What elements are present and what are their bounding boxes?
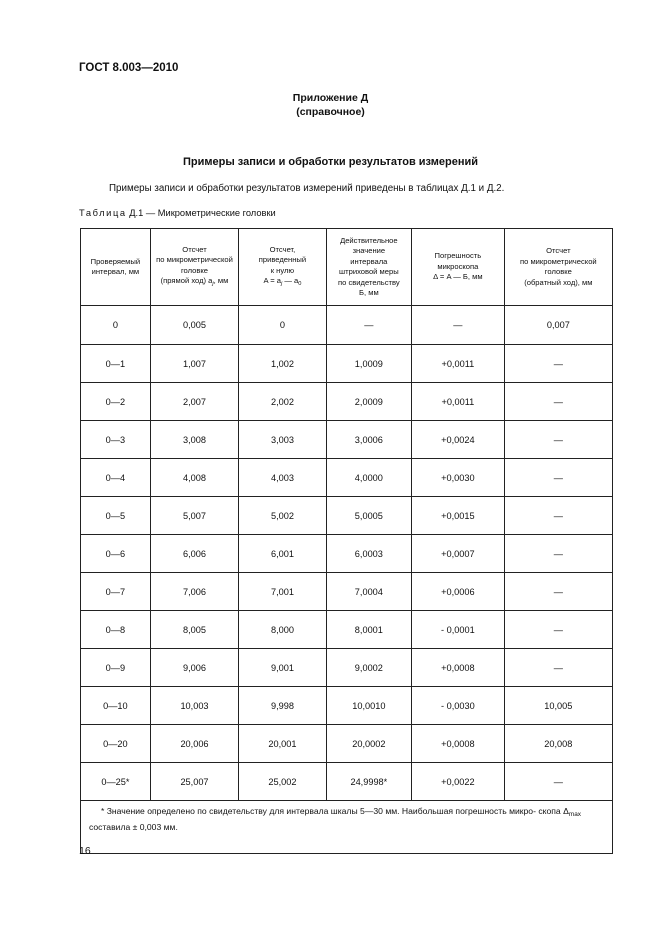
cell-actual: 20,0002 [326, 725, 411, 763]
cell-actual: 24,9998* [326, 763, 411, 801]
cell-direct: 20,006 [150, 725, 238, 763]
cell-actual: 2,0009 [326, 383, 411, 421]
cell-direct: 9,006 [150, 649, 238, 687]
header-reduced-sub-j: j [280, 281, 283, 287]
cell-reverse: — [504, 459, 612, 497]
cell-error: +0,0007 [412, 535, 505, 573]
cell-reverse: — [504, 345, 612, 383]
cell-reduced: 1,002 [239, 345, 326, 383]
cell-direct: 1,007 [150, 345, 238, 383]
cell-direct: 0,005 [150, 306, 238, 345]
header-actual-l3: интервала [350, 256, 388, 266]
header-error [412, 229, 505, 306]
footnote-row [81, 801, 613, 854]
cell-error: +0,0024 [412, 421, 505, 459]
cell-actual: — [326, 306, 411, 345]
cell-direct: 4,008 [150, 459, 238, 497]
intro-paragraph: Примеры записи и обработки результатов измерений приведены в таблицах Д.1 и Д.2. [109, 183, 505, 194]
measurement-table [80, 228, 613, 854]
cell-reduced: 4,003 [239, 459, 326, 497]
cell-actual: 10,0010 [326, 687, 411, 725]
table-row [81, 763, 613, 801]
standard-header: ГОСТ 8.003—2010 [79, 62, 179, 74]
header-direct-unit: , мм [213, 276, 229, 285]
cell-actual: 4,0000 [326, 459, 411, 497]
cell-actual: 9,0002 [326, 649, 411, 687]
table-caption [79, 208, 276, 218]
header-direct-l1: Отсчет [182, 244, 207, 254]
cell-interval: 0 [81, 306, 151, 345]
annex-title: Приложение Д [292, 92, 369, 104]
section-title: Примеры записи и обработки результатов измерений [182, 156, 478, 168]
cell-error: +0,0008 [412, 649, 505, 687]
cell-direct: 2,007 [150, 383, 238, 421]
table-row [81, 573, 613, 611]
cell-direct: 25,007 [150, 763, 238, 801]
cell-reduced: 0 [239, 306, 326, 345]
table-row [81, 687, 613, 725]
footnote-line2-end: составила ± 0,003 мм. [89, 822, 178, 832]
cell-interval: 0—10 [81, 687, 151, 725]
header-reverse [504, 229, 612, 306]
header-reverse-l1: Отсчет [546, 246, 571, 255]
cell-error: - 0,0001 [412, 611, 505, 649]
header-error-l1: Погрешность [434, 251, 482, 261]
cell-interval: 0—8 [81, 611, 151, 649]
cell-error: +0,0030 [412, 459, 505, 497]
header-actual [326, 229, 411, 306]
cell-reverse: — [504, 421, 612, 459]
cell-reverse: — [504, 383, 612, 421]
cell-reduced: 9,001 [239, 649, 326, 687]
header-direct-sub: j [212, 281, 214, 287]
header-reduced [239, 229, 326, 306]
table-row [81, 611, 613, 649]
cell-reduced: 6,001 [239, 535, 326, 573]
header-actual-l1: Действительное [340, 235, 398, 245]
cell-actual: 3,0006 [326, 421, 411, 459]
cell-error: +0,0011 [412, 383, 505, 421]
header-reduced-l4b: — a [282, 276, 299, 285]
table-row [81, 421, 613, 459]
cell-interval: 0—2 [81, 383, 151, 421]
cell-reduced: 2,002 [239, 383, 326, 421]
header-interval-l1: Проверяемый [90, 256, 141, 266]
cell-actual: 1,0009 [326, 345, 411, 383]
header-reverse-l2: по микрометрической [520, 256, 597, 266]
table-row [81, 725, 613, 763]
table-row [81, 459, 613, 497]
cell-reduced: 20,001 [239, 725, 326, 763]
header-direct-l2: по микрометрической [156, 255, 233, 264]
cell-direct: 6,006 [150, 535, 238, 573]
header-actual-l2: значение [352, 246, 386, 255]
cell-reverse: — [504, 611, 612, 649]
cell-actual: 5,0005 [326, 497, 411, 535]
header-reduced-sub-0: 0 [298, 281, 302, 287]
header-reduced-l2: приведенный [258, 255, 307, 264]
cell-direct: 7,006 [150, 573, 238, 611]
header-actual-l6: Б, мм [359, 288, 379, 297]
cell-direct: 3,008 [150, 421, 238, 459]
cell-error: +0,0022 [412, 763, 505, 801]
header-reverse-l4: (обратный ход), мм [524, 277, 593, 287]
table-row [81, 497, 613, 535]
cell-actual: 7,0004 [326, 573, 411, 611]
header-reverse-l3: головке [544, 267, 572, 276]
table-body [81, 306, 613, 801]
cell-direct: 5,007 [150, 497, 238, 535]
cell-reduced: 3,003 [239, 421, 326, 459]
cell-error: +0,0008 [412, 725, 505, 763]
header-actual-l5: по свидетельству [338, 277, 400, 287]
cell-error: +0,0015 [412, 497, 505, 535]
cell-reverse: — [504, 649, 612, 687]
cell-reverse: — [504, 535, 612, 573]
header-direct-l4: (прямой ход) a [160, 276, 213, 285]
cell-reduced: 7,001 [239, 573, 326, 611]
table-footnote [81, 801, 613, 854]
cell-reduced: 5,002 [239, 497, 326, 535]
cell-actual: 6,0003 [326, 535, 411, 573]
table-header-row [81, 229, 613, 306]
cell-interval: 0—5 [81, 497, 151, 535]
cell-reverse: — [504, 573, 612, 611]
header-reduced-l4: A = a [263, 276, 281, 285]
cell-error: +0,0011 [412, 345, 505, 383]
cell-error: - 0,0030 [412, 687, 505, 725]
annex-status: (справочное) [296, 106, 365, 118]
footnote-line2: скопа Δ [538, 806, 569, 816]
cell-interval: 0—25* [81, 763, 151, 801]
table-caption-text: Д.1 — Микрометрические головки [126, 208, 276, 218]
cell-reverse: 0,007 [504, 306, 612, 345]
header-reduced-l1: Отсчет, [269, 244, 296, 254]
header-reduced-l3: к нулю [270, 265, 295, 275]
cell-reduced: 9,998 [239, 687, 326, 725]
header-error-l2: микроскопа [437, 261, 479, 271]
header-interval [81, 229, 151, 306]
cell-direct: 8,005 [150, 611, 238, 649]
table-caption-prefix: Таблица [79, 208, 127, 218]
cell-reverse: 10,005 [504, 687, 612, 725]
table-row [81, 306, 613, 345]
header-direct-l3: головке [180, 265, 209, 275]
table-row [81, 383, 613, 421]
cell-interval: 0—20 [81, 725, 151, 763]
table-row [81, 649, 613, 687]
footnote-sub-max: max [568, 811, 582, 818]
header-actual-l4: штриховой меры [339, 267, 399, 276]
header-error-l3: Δ = A — Б, мм [433, 272, 483, 282]
cell-direct: 10,003 [150, 687, 238, 725]
cell-interval: 0—9 [81, 649, 151, 687]
cell-interval: 0—4 [81, 459, 151, 497]
header-direct [150, 229, 238, 306]
cell-interval: 0—7 [81, 573, 151, 611]
cell-interval: 0—3 [81, 421, 151, 459]
table-row [81, 535, 613, 573]
cell-error: +0,0006 [412, 573, 505, 611]
footnote-line1: * Значение определено по свидетельству для интервала шкалы 5—30 мм. Наибольшая погрешность микро- [101, 806, 536, 816]
cell-error: — [412, 306, 505, 345]
cell-reduced: 8,000 [239, 611, 326, 649]
page-number: 16 [79, 845, 91, 857]
cell-reverse: 20,008 [504, 725, 612, 763]
cell-reverse: — [504, 497, 612, 535]
cell-actual: 8,0001 [326, 611, 411, 649]
cell-interval: 0—6 [81, 535, 151, 573]
header-interval-l2: интервал, мм [91, 267, 140, 276]
table-row [81, 345, 613, 383]
cell-reverse: — [504, 763, 612, 801]
cell-reduced: 25,002 [239, 763, 326, 801]
cell-interval: 0—1 [81, 345, 151, 383]
